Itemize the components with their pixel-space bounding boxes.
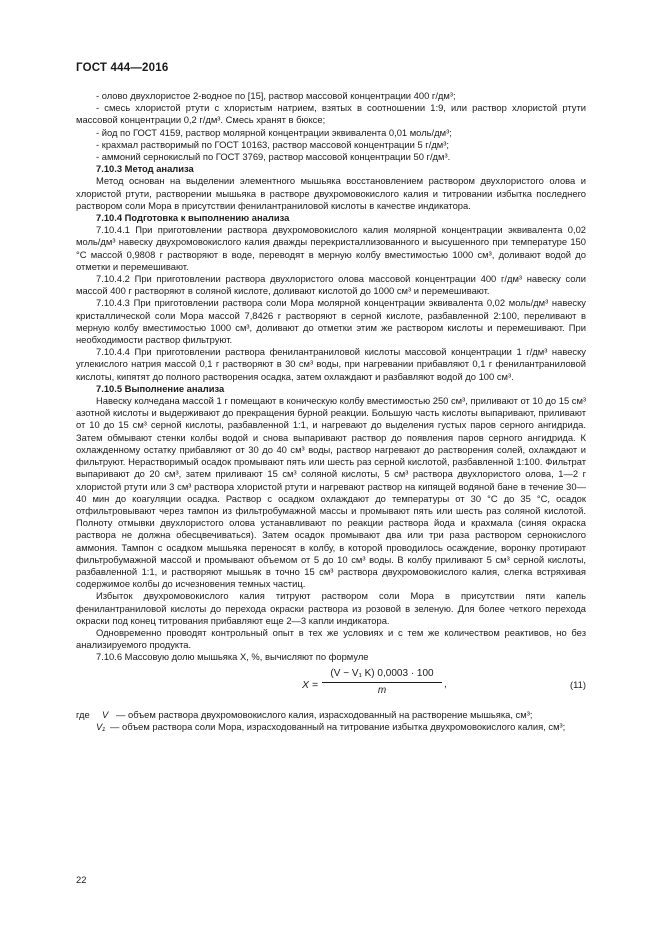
body-paragraph: 7.10.6 Массовую долю мышьяка X, %, вычисляют по формуле xyxy=(96,651,369,663)
where-item xyxy=(76,709,586,721)
where-symbol: V₁ xyxy=(96,720,106,732)
formula-fraction xyxy=(322,668,442,697)
reagent-item: - йод по ГОСТ 4159, раствор молярной концентрации эквивалента 0,01 моль/дм³; xyxy=(96,126,452,138)
body-paragraph: 7.10.4.2 При приготовлении раствора двухлористого олова массовой концентрации 400 г/дм³ навеску соли массой 400 г растворяют в соляной кислоте, доливают кислотой до 1000 см³ и перемешивают. xyxy=(76,273,586,297)
formula-lhs: X = xyxy=(302,678,319,691)
page-number: 22 xyxy=(76,874,87,885)
reagent-item: - смесь хлористой ртути с хлористым натрием, взятых в соотношении 1:9, или раствор хлористой ртути массовой концентрации 0,2 г/дм³. Смесь хранят в бюксе; xyxy=(76,102,586,126)
body-paragraph: 7.10.4.1 При приготовлении раствора двухромовокислого калия молярной концентрации эквивалента 0,02 моль/дм³ навеску двухромовокислого калия дважды перекристаллизованного и высушенного при температуре 150 °С массой 0,9808 г растворяют в воде, переводят в мерную колбу вместимостью 1000 см³, доливают водой до отметки и перемешивают. xyxy=(76,224,586,272)
formula-numerator: (V − V₁ K) 0,0003 · 100 xyxy=(322,668,442,683)
reagent-item: - олово двухлористое 2-водное по [15], раствор массовой концентрации 400 г/дм³; xyxy=(96,90,456,101)
section-heading: 7.10.5 Выполнение анализа xyxy=(96,382,225,394)
formula-trailing-comma: , xyxy=(444,678,447,690)
formula-denominator: m xyxy=(377,684,387,696)
body-paragraph: 7.10.4.3 При приготовлении раствора соли Мора молярной концентрации эквивалента 0,02 моль/дм³ навеску кристаллической соли Мора массой 7,8426 г растворяют в серной кислоте, разбавленной 2:100, переливают в мерную колбу вместимостью 1000 см³, доливают до отметки этим же раствором кислоты и перемешивают. При необходимости раствор фильтруют. xyxy=(76,297,586,346)
section-heading: 7.10.4 Подготовка к выполнению анализа xyxy=(96,212,290,224)
reagent-item: - крахмал растворимый по ГОСТ 10163, раствор массовой концентрации 5 г/дм³; xyxy=(96,138,449,150)
body-paragraph: Метод основан на выделении элементного мышьяка восстановлением раствором двухлористого олова и хлористой ртути, растворении мышьяка в растворе двухромовокислого калия и титровании избытка последнего раствором соли Мора в присутствии фенилантраниловой кислоты в качестве индикатора. xyxy=(76,175,586,211)
body-paragraph: Навеску колчедана массой 1 г помещают в коническую колбу вместимостью 250 см³, приливают от 10 до 15 см³ азотной кислоты и выдерживают до прекращения бурной реакции. Большую часть кислоты выпаривают, приливают от 10 до 15 см³ серной кислоты, разбавленной 1:1, и нагревают до выделения густых паров серного ангидрида. Затем обмывают стенки колбы водой и снова выпаривают раствор до появления паров серного ангидрида. К охлажденному остатку прибавляют от 30 до 40 см³ воды, раствор нагревают до растворения солей, охлаждают и фильтруют. Нерастворимый осадок промывают пять или шесть раз серной кислотой, разбавленной 1:100. Фильтрат выпаривают до 20 см³, затем приливают 15 см³ соляной кислоты, 5 см³ раствора двухлористого олова, 1—2 г хлористой ртути или 3 см³ раствора хлористой ртути и нагревают раствор на кипящей водяной бане в течение 30—40 мин до коагуляции осадка. Раствор с осадком охлаждают до температуры от 30 °С до 35 °С, осадок отфильтровывают через тампон из фильтробумажной массы и промывают пять или шесть раз соляной кислотой. Полноту отмывки двухлористого олова устанавливают по реакции раствора йода и крахмала (синяя окраска раствора не должна обесцвечиваться). Затем осадок промывают два или три раза раствором сернокислого аммония. Тампон с осадком мышьяка переносят в колбу, в которой проводилось осаждение, воронку протирают фильтробумажной массой и промывают объемом от 5 до 10 см³ воды. В колбу приливают 5 см³ серной кислоты, разбавленной 1:1, и растворяют мышьяк в точно 15 см³ раствора двухромовокислого калия, слегка встряхивая содержимое колбы до исчезновения темных частиц. xyxy=(76,395,587,590)
formula-number: (11) xyxy=(570,678,586,690)
where-item xyxy=(76,721,586,733)
body-paragraph: Избыток двухромовокислого калия титруют раствором соли Мора в присутствии пяти капель фенилантраниловой кислоты до перехода окраски раствора из розовой в зеленую. Для более четкого перехода окраски под конец титрования прибавляют еще 2—3 капли индикатора. xyxy=(76,590,586,626)
document-body xyxy=(76,90,586,733)
body-paragraph: Одновременно проводят контрольный опыт в тех же условиях и с тем же количеством реактивов, но без анализируемого продукта. xyxy=(76,626,586,651)
where-lead: где xyxy=(76,708,90,720)
reagent-item: - аммоний сернокислый по ГОСТ 3769, раствор массовой концентрации 50 г/дм³. xyxy=(96,151,451,163)
where-definition: — объем раствора двухромовокислого калия, израсходованный на растворение мышьяка, см³; xyxy=(116,708,533,720)
section-heading: 7.10.3 Метод анализа xyxy=(96,163,194,175)
formula-block xyxy=(76,665,586,709)
body-paragraph: 7.10.4.4 При приготовлении раствора фенилантраниловой кислоты массовой концентрации 1 г/дм³ навеску углекислого натрия массой 0,1 г растворяют в 30 см³ воды, при нагревании прибавляют 0,1 г фенилантраниловой кислоты, кипятят до полного растворения осадка, затем охлаждают и разбавляют водой до 100 см³. xyxy=(76,346,586,382)
where-definition: — объем раствора соли Мора, израсходованный на титрование избытка двухромовокислого калия, см³; xyxy=(110,720,566,732)
where-symbol: V xyxy=(102,708,109,720)
standard-header: ГОСТ 444—2016 xyxy=(76,62,169,74)
